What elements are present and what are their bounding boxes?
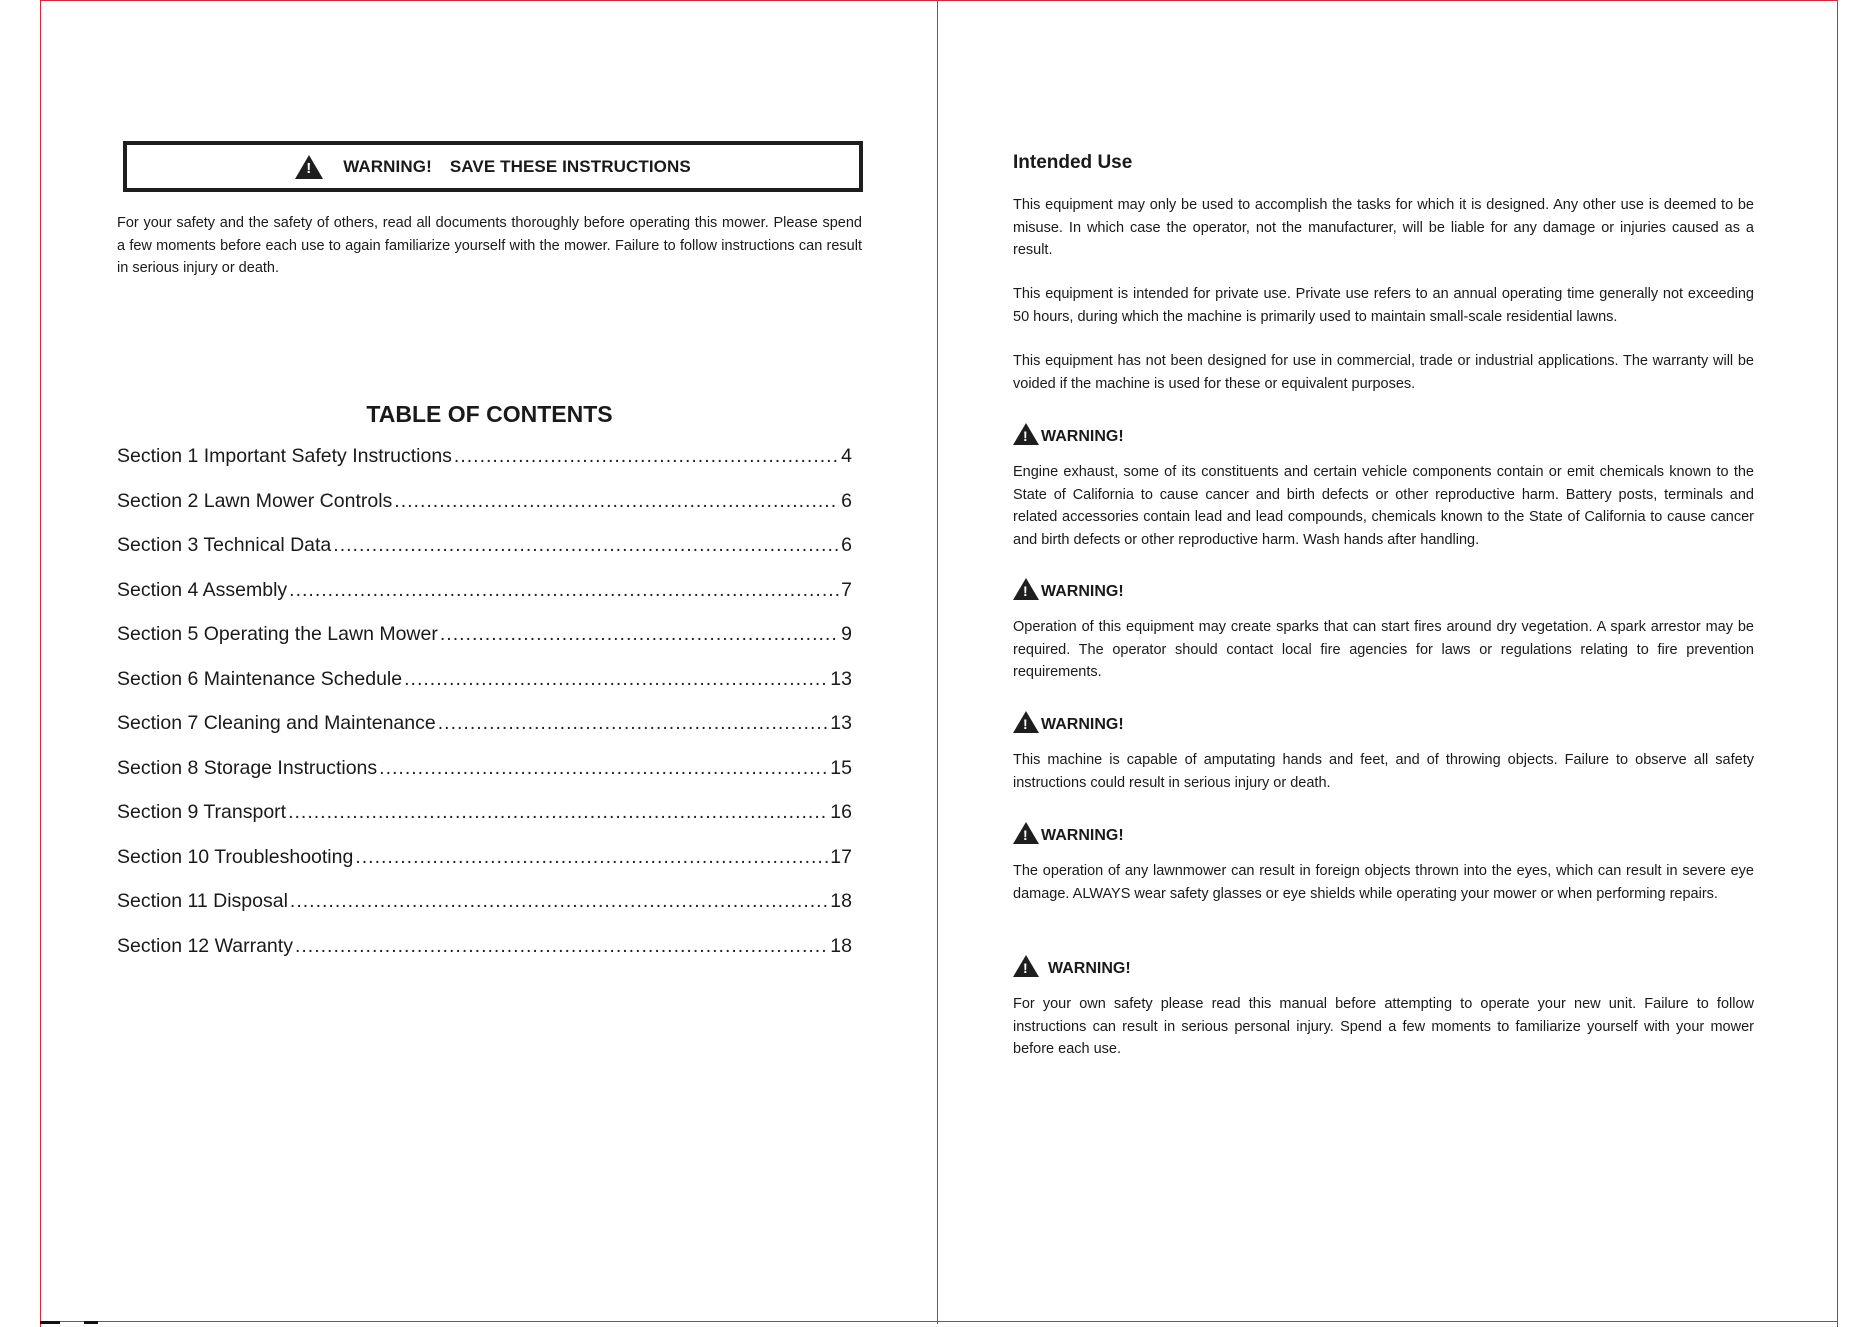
toc-entry-label: Section 4 Assembly bbox=[117, 578, 288, 601]
toc-leader-dots bbox=[440, 623, 839, 646]
warning-triangle-icon bbox=[1013, 822, 1039, 844]
toc-entry-label: Section 6 Maintenance Schedule bbox=[117, 667, 403, 690]
warning-heading bbox=[1013, 955, 1131, 977]
warning-triangle-icon bbox=[1013, 711, 1039, 733]
warning-heading bbox=[1013, 711, 1124, 733]
toc-leader-dots bbox=[290, 890, 828, 913]
warning-heading bbox=[1013, 822, 1124, 844]
warning-heading bbox=[1013, 423, 1124, 445]
toc-entry-page: 15 bbox=[830, 756, 852, 779]
toc-leader-dots bbox=[438, 712, 829, 735]
toc-entry-9[interactable] bbox=[117, 801, 852, 846]
warning-triangle-icon bbox=[1013, 955, 1039, 977]
toc-leader-dots bbox=[454, 445, 839, 468]
warning-label: WARNING! bbox=[1041, 716, 1124, 733]
toc-entry-page: 18 bbox=[830, 890, 852, 912]
toc-entry-label: Section 7 Cleaning and Maintenance bbox=[117, 712, 436, 734]
toc-entry-8[interactable] bbox=[117, 757, 852, 802]
toc-leader-dots bbox=[333, 534, 839, 557]
toc-entry-7[interactable] bbox=[117, 712, 852, 757]
toc-entry-3[interactable] bbox=[117, 534, 852, 579]
warning-heading bbox=[1013, 578, 1124, 600]
toc-entry-5[interactable] bbox=[117, 623, 852, 668]
warning-label: WARNING! bbox=[1041, 827, 1124, 844]
toc-leader-dots bbox=[355, 846, 828, 869]
banner-save-instructions: SAVE THESE INSTRUCTIONS bbox=[449, 156, 691, 176]
intro-paragraph: For your safety and the safety of others, read all documents thoroughly before operating this mower. Please spend a few moments before each use to again familiarize yourself with the mower. Failure to follow instructions can result in serious injury or death. bbox=[117, 215, 862, 276]
toc-entry-page: 17 bbox=[830, 845, 852, 868]
toc-entry-page: 9 bbox=[841, 623, 852, 645]
warning-paragraph: This machine is capable of amputating hands and feet, and of throwing objects. Failure to observe all safety instructions could result in serious injury or death. bbox=[1013, 752, 1754, 791]
warning-paragraph: For your own safety please read this manual before attempting to operate your new unit. Failure to follow instructions can result in serious personal injury. Spend a few moments to familiarize yourself with your mower before each use. bbox=[1013, 996, 1754, 1057]
warning-paragraph: The operation of any lawnmower can result in foreign objects thrown into the eyes, which can result in severe eye damage. ALWAYS wear safety glasses or eye shields while operating your mower or when performing repairs. bbox=[1013, 863, 1754, 902]
toc-entry-page: 4 bbox=[841, 445, 852, 467]
toc-entry-label: Section 5 Operating the Lawn Mower bbox=[117, 623, 438, 645]
toc-entry-page: 7 bbox=[841, 578, 852, 601]
toc-entry-1[interactable] bbox=[117, 445, 852, 490]
toc-entry-11[interactable] bbox=[117, 890, 852, 935]
warning-triangle-icon bbox=[1013, 578, 1039, 600]
toc-leader-dots bbox=[379, 757, 828, 780]
toc-entry-page: 6 bbox=[841, 489, 852, 512]
warning-label: WARNING! bbox=[1041, 583, 1124, 600]
toc-entry-label: Section 10 Troubleshooting bbox=[117, 845, 354, 868]
toc-leader-dots bbox=[295, 935, 828, 958]
toc-entry-label: Section 9 Transport bbox=[117, 801, 287, 823]
toc-entry-label: Section 8 Storage Instructions bbox=[117, 756, 378, 779]
toc-entry-label: Section 3 Technical Data bbox=[117, 534, 332, 556]
toc-entry-label: Section 2 Lawn Mower Controls bbox=[117, 489, 393, 512]
toc-entry-2[interactable] bbox=[117, 490, 852, 535]
left-page bbox=[0, 0, 937, 1324]
toc-leader-dots bbox=[289, 579, 839, 602]
warning-banner bbox=[123, 141, 863, 192]
toc-entry-label: Section 1 Important Safety Instructions bbox=[117, 445, 452, 467]
warning-label: WARNING! bbox=[1041, 428, 1124, 445]
toc-entry-6[interactable] bbox=[117, 668, 852, 713]
table-of-contents bbox=[117, 445, 852, 979]
intended-use-heading: Intended Use bbox=[1013, 152, 1133, 173]
toc-entry-page: 13 bbox=[830, 667, 852, 690]
toc-title: TABLE OF CONTENTS bbox=[366, 401, 613, 427]
toc-entry-label: Section 12 Warranty bbox=[117, 934, 293, 957]
intended-use-paragraph: This equipment may only be used to accomplish the tasks for which it is designed. Any other use is deemed to be misuse. In which case the operator, not the manufacturer, will be liable for any damage or injuries caused as a result. bbox=[1013, 197, 1754, 258]
toc-leader-dots bbox=[288, 801, 828, 824]
warning-triangle-icon bbox=[295, 155, 323, 179]
toc-leader-dots bbox=[394, 490, 839, 513]
warning-triangle-icon bbox=[1013, 423, 1039, 445]
toc-leader-dots bbox=[404, 668, 828, 691]
banner-warning-label: WARNING! bbox=[343, 156, 432, 176]
warning-paragraph: Engine exhaust, some of its constituents and certain vehicle components contain or emit chemicals known to the State of California to cause cancer and birth defects or other reproductive harm. Battery posts, terminals and related accessories contain lead and lead compounds, chemicals known to the State of California to cause cancer and birth defects or other reproductive harm. Wash hands after handling. bbox=[1013, 464, 1754, 548]
toc-entry-page: 6 bbox=[841, 534, 852, 556]
toc-entry-12[interactable] bbox=[117, 935, 852, 980]
toc-entry-page: 18 bbox=[830, 934, 852, 957]
toc-entry-page: 13 bbox=[830, 712, 852, 734]
toc-entry-label: Section 11 Disposal bbox=[117, 890, 288, 912]
toc-entry-10[interactable] bbox=[117, 846, 852, 891]
intended-use-paragraph: This equipment is intended for private use. Private use refers to an annual operating time generally not exceeding 50 hours, during which the machine is primarily used to maintain small-scale residential lawns. bbox=[1013, 286, 1754, 325]
warning-paragraph: Operation of this equipment may create sparks that can start fires around dry vegetation. A spark arrestor may be required. The operator should contact local fire agencies for laws or regulations relating to fire prevention requirements. bbox=[1013, 619, 1754, 680]
warning-label: WARNING! bbox=[1048, 960, 1131, 977]
toc-entry-4[interactable] bbox=[117, 579, 852, 624]
toc-entry-page: 16 bbox=[830, 801, 852, 823]
intended-use-paragraph: This equipment has not been designed for use in commercial, trade or industrial applications. The warranty will be voided if the machine is used for these or equivalent purposes. bbox=[1013, 353, 1754, 392]
